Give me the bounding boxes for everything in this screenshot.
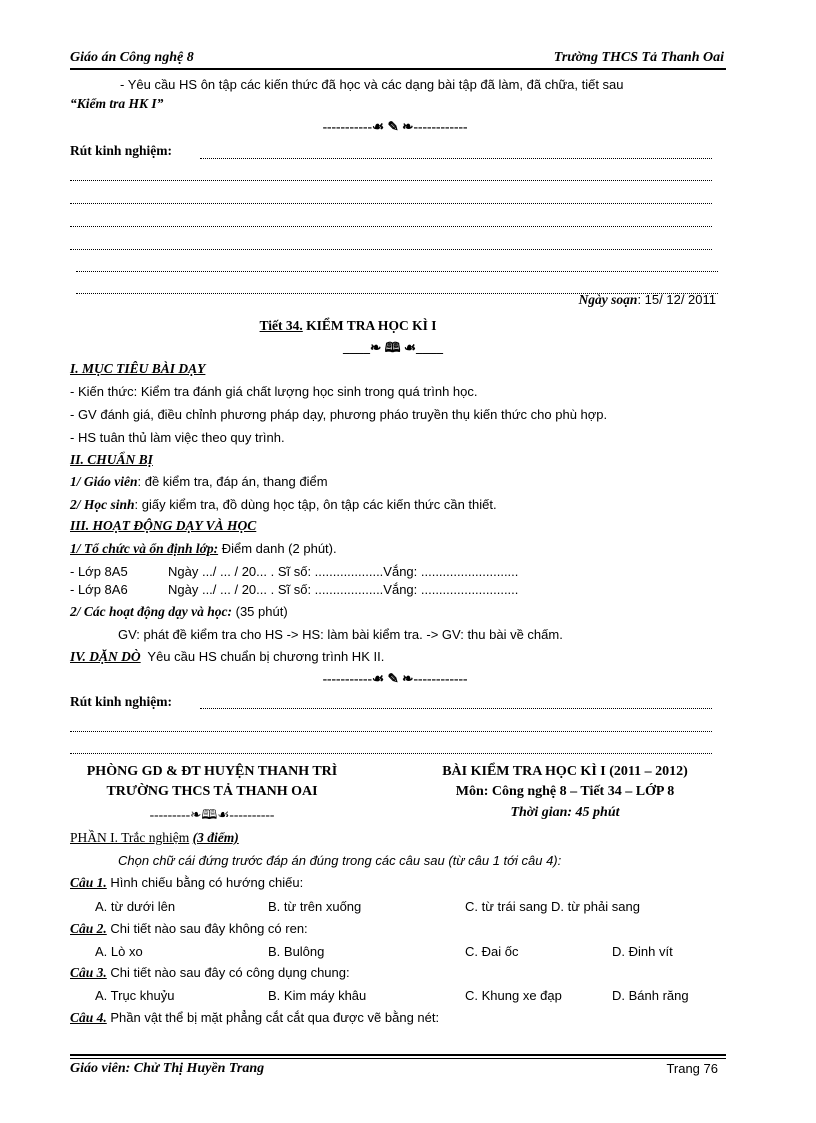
question-label: Câu 4.	[70, 1010, 107, 1025]
part-1-points: (3 điểm)	[192, 830, 239, 845]
section-4-text: Yêu cầu HS chuẩn bị chương trình HK II.	[147, 649, 385, 664]
question-text: Phần vật thể bị mặt phẳng cắt cắt qua được vẽ bằng nét:	[106, 1010, 440, 1025]
section-3-heading: III. HOẠT ĐỘNG DẠY VÀ HỌC	[70, 518, 257, 533]
section-3-activities	[70, 604, 288, 620]
class-row	[70, 564, 518, 579]
blank-line	[200, 158, 712, 159]
blank-line	[200, 708, 712, 709]
question-text: Hình chiếu bằng có hướng chiếu:	[106, 875, 304, 890]
class-info: Ngày .../ ... / 20... . Sĩ số: ...................Vắng: ...........................	[168, 582, 519, 597]
intro-line2: “Kiểm tra HK I”	[70, 96, 164, 111]
blank-line	[70, 180, 712, 181]
footer-teacher: Giáo viên: Chử Thị Huyền Trang	[70, 1061, 265, 1076]
intro-line1: - Yêu cầu HS ôn tập các kiến thức đã học và các dạng bài tập đã làm, đã chữa, tiết sau	[120, 77, 624, 92]
exam-ornament: ---------❧🕮☙----------	[149, 807, 275, 822]
exam-subject: Môn: Công nghệ 8 – Tiết 34 – LỚP 8	[455, 784, 675, 799]
section-4	[70, 649, 384, 665]
question-label: Câu 2.	[70, 921, 107, 936]
section-2-hs	[70, 497, 497, 513]
blank-line	[70, 731, 712, 732]
option-c-d[interactable]: C. từ trái sang D. từ phải sang	[465, 899, 640, 914]
question-label: Câu 1.	[70, 875, 107, 890]
lesson-number: Tiết 34.	[259, 318, 303, 333]
lesson-title	[0, 318, 696, 334]
question-4	[70, 1010, 439, 1026]
part-1-heading	[70, 830, 239, 846]
activities-detail: GV: phát đề kiểm tra cho HS -> HS: làm bài kiểm tra. -> GV: thu bài về chấm.	[118, 627, 563, 642]
header-rule	[70, 68, 726, 70]
class-info: Ngày .../ ... / 20... . Sĩ số: ...................Vắng: ...........................	[168, 564, 519, 579]
header-left: Giáo án Công nghệ 8	[70, 50, 194, 65]
hs-label: 2/ Học sinh	[70, 497, 135, 512]
section-1-item: - GV đánh giá, điều chỉnh phương pháp dạy, phương pháo truyền thụ kiến thức cho phù hợp.	[70, 407, 608, 422]
activities-label: 2/ Các hoạt động dạy và học:	[70, 604, 232, 619]
ngay-soan	[579, 292, 716, 308]
blank-line	[70, 753, 712, 754]
ngay-soan-value: : 15/ 12/ 2011	[637, 292, 716, 307]
gv-text: : đề kiểm tra, đáp án, thang điểm	[137, 474, 328, 489]
blank-line	[76, 271, 718, 272]
divider-ornament-2: -----------☙ ✎ ❧------------	[322, 671, 468, 686]
option-a[interactable]: A. từ dưới lên	[95, 899, 176, 914]
exam-title: BÀI KIỂM TRA HỌC KÌ I (2011 – 2012)	[442, 764, 688, 779]
gv-label: 1/ Giáo viên	[70, 474, 138, 489]
question-1	[70, 875, 303, 891]
activities-text: (35 phút)	[232, 604, 288, 619]
footer-rule	[70, 1054, 726, 1056]
blank-line	[70, 226, 712, 227]
question-text: Chi tiết nào sau đây có công dụng chung:	[106, 965, 350, 980]
class-name: - Lớp 8A5	[70, 564, 128, 579]
question-2	[70, 921, 308, 937]
option-d[interactable]: D. Bánh răng	[612, 988, 689, 1003]
exam-school: TRƯỜNG THCS TẢ THANH OAI	[106, 784, 318, 799]
rut-kinh-nghiem-label-1: Rút kinh nghiệm:	[70, 143, 173, 158]
part-1-instruction: Chọn chữ cái đứng trước đáp án đúng trong các câu sau (từ câu 1 tới câu 4):	[118, 853, 562, 868]
option-d[interactable]: D. Đinh vít	[612, 944, 673, 959]
section-3-org	[70, 541, 337, 557]
divider-ornament-1: -----------☙ ✎ ❧------------	[322, 119, 468, 134]
part-1-title: PHẦN I. Trắc nghiệm	[70, 830, 190, 845]
option-b[interactable]: B. từ trên xuống	[268, 899, 362, 914]
section-2-gv	[70, 474, 328, 490]
question-label: Câu 3.	[70, 965, 107, 980]
option-a[interactable]: A. Trục khuỷu	[95, 988, 175, 1003]
org-label: 1/ Tổ chức và ổn định lớp:	[70, 541, 219, 556]
option-a[interactable]: A. Lò xo	[95, 944, 143, 959]
org-text: Điểm danh (2 phút).	[218, 541, 337, 556]
lesson-name: KIỂM TRA HỌC KÌ I	[302, 318, 437, 333]
option-b[interactable]: B. Kim máy khâu	[268, 988, 367, 1003]
question-3	[70, 965, 350, 981]
exam-dept: PHÒNG GD & ĐT HUYỆN THANH TRÌ	[86, 764, 338, 779]
class-name: - Lớp 8A6	[70, 582, 128, 597]
question-text: Chi tiết nào sau đây không có ren:	[106, 921, 308, 936]
exam-duration: Thời gian: 45 phút	[510, 805, 620, 820]
blank-line	[70, 203, 712, 204]
footer-rule-thin	[70, 1058, 726, 1059]
section-1-heading: I. MỤC TIÊU BÀI DẠY	[70, 361, 206, 376]
option-b[interactable]: B. Bulông	[268, 944, 325, 959]
class-row	[70, 582, 518, 597]
page-number: Trang 76	[666, 1061, 718, 1076]
section-1-item: - HS tuân thủ làm việc theo quy trình.	[70, 430, 285, 445]
lesson-ornament: ____❧ 🕮 ☙____	[342, 340, 444, 355]
option-c[interactable]: C. Đai ốc	[465, 944, 519, 959]
ngay-soan-label: Ngày soạn	[578, 292, 638, 307]
hs-text: : giấy kiểm tra, đồ dùng học tập, ôn tập các kiến thức cần thiết.	[134, 497, 497, 512]
section-1-item: - Kiến thức: Kiểm tra đánh giá chất lượng học sinh trong quá trình học.	[70, 384, 478, 399]
header-right: Trường THCS Tả Thanh Oai	[553, 50, 724, 65]
section-2-heading: II. CHUẨN BỊ	[70, 452, 153, 467]
rut-kinh-nghiem-label-2: Rút kinh nghiệm:	[70, 694, 173, 709]
section-4-heading: IV. DẶN DÒ	[70, 649, 141, 664]
option-c[interactable]: C. Khung xe đạp	[465, 988, 562, 1003]
blank-line	[70, 249, 712, 250]
